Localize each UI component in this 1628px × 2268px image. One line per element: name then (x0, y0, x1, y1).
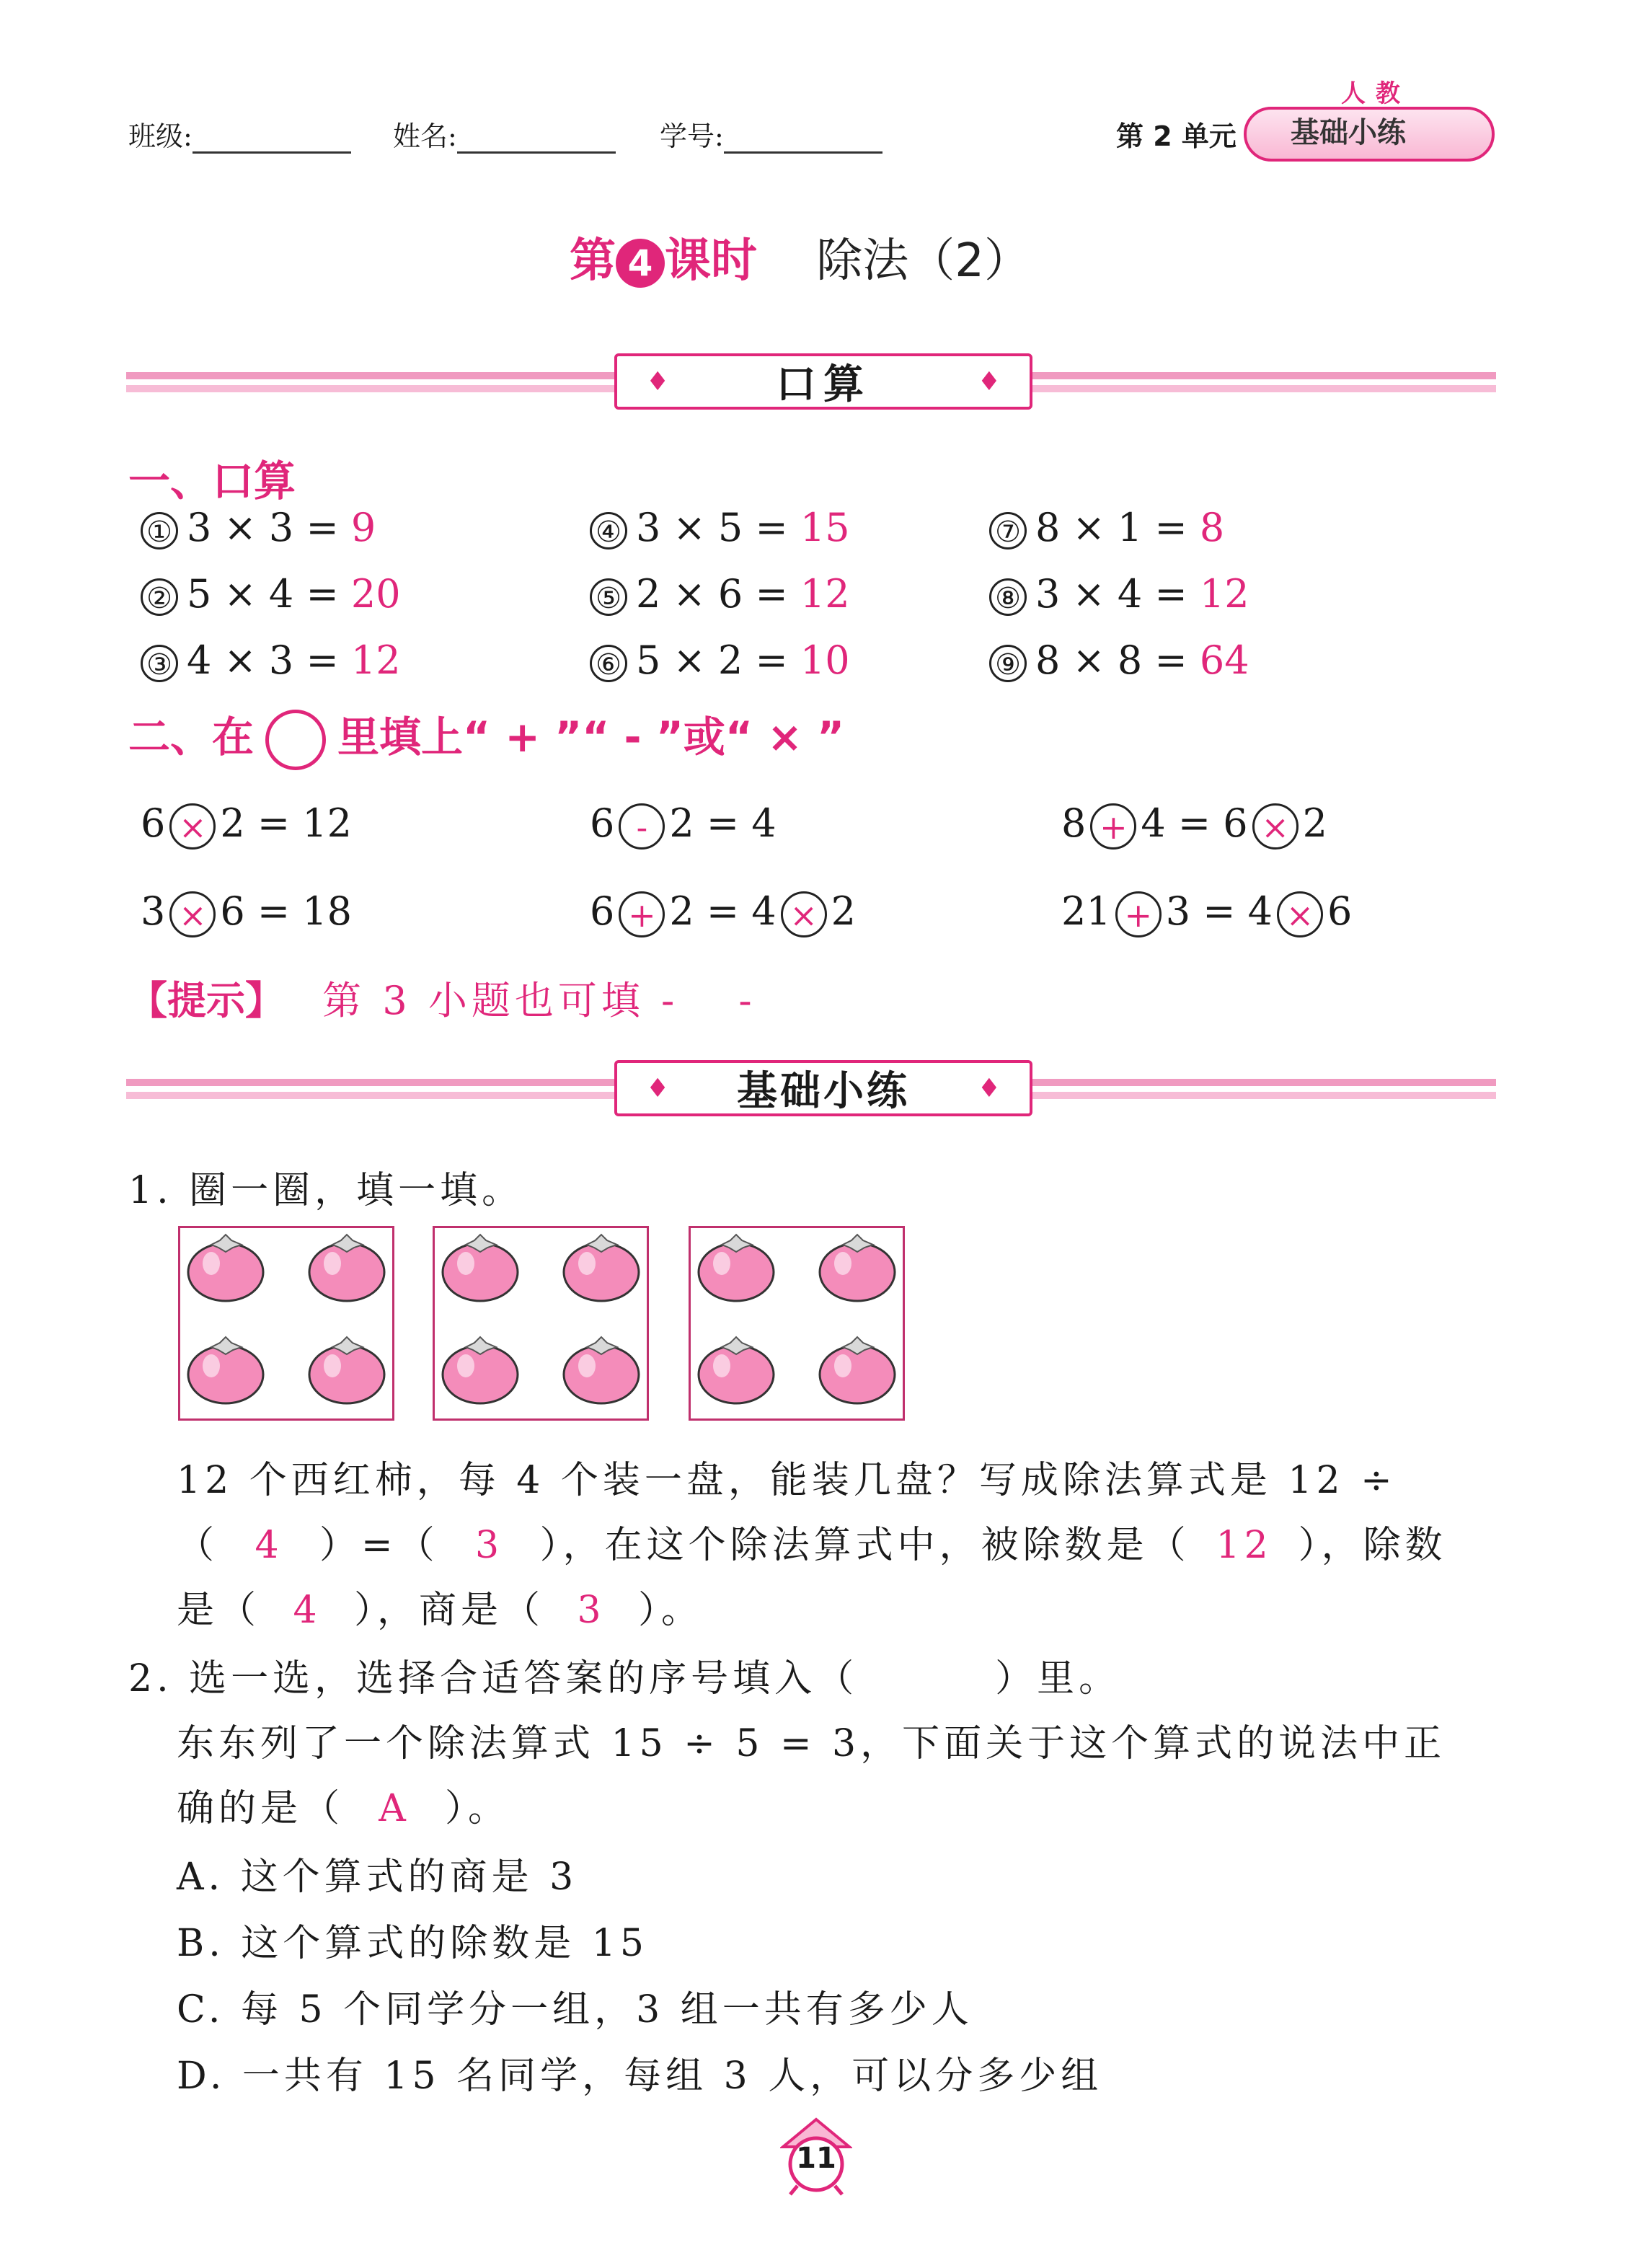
name-field: 姓名: (393, 114, 616, 154)
problem-1-line-2: （ 4 ）=（ 3 ），在这个除法算式中，被除数是（ 12 ），除数 (177, 1524, 1447, 1567)
item-number: ③ (141, 645, 178, 682)
empty-circle-icon (265, 710, 326, 770)
problem-2-line-1: 东东列了一个除法算式 15 ÷ 5 = 3，下面关于这个算式的说法中正 (177, 1722, 1446, 1765)
tomato-icon (440, 1232, 521, 1302)
op-circle[interactable]: + (1090, 803, 1136, 850)
calc-expression: 3 × 3 = (187, 505, 351, 550)
item-number: ⑧ (989, 578, 1027, 616)
answer-choice[interactable]: A (379, 1787, 410, 1830)
hint: 【提示】 第 3 小题也可填 - - (128, 978, 756, 1023)
calc-expression: 5 × 4 = (187, 571, 351, 617)
question-1-heading: 一、口算 (128, 456, 296, 506)
id-field: 学号: (660, 114, 882, 154)
name-blank[interactable] (457, 125, 616, 154)
class-field: 班级: (128, 114, 351, 154)
diamond-icon: ♦ (646, 366, 670, 397)
lesson-number: 4 (616, 239, 665, 288)
op-circle[interactable]: × (1277, 891, 1323, 937)
calc-item (989, 571, 1249, 617)
calc-answer[interactable]: 12 (800, 571, 850, 617)
answer-divisor-2[interactable]: 4 (293, 1589, 322, 1632)
op-circle[interactable]: × (1252, 803, 1299, 850)
problem-2-title: 2. 选一选，选择合适答案的序号填入（ ）里。 (128, 1657, 1121, 1700)
calc-item (141, 571, 401, 617)
calc-expression: 5 × 2 = (636, 637, 800, 683)
calc-answer[interactable]: 10 (800, 637, 850, 683)
page-title: 第 4 课时 除法（2） (570, 234, 1030, 288)
calc-expression: 8 × 1 = (1035, 505, 1200, 550)
diamond-icon: ♦ (646, 1073, 670, 1103)
calc-item (590, 505, 850, 550)
page-number: 11 (796, 2142, 836, 2175)
calc-answer[interactable]: 12 (1199, 571, 1249, 617)
op-item: 8 + 4 = 6 × 2 (1061, 800, 1327, 850)
section-banner-oral: ♦ 口算 ♦ (614, 353, 1032, 410)
calc-expression: 2 × 6 = (636, 571, 800, 617)
problem-1-line-1: 12 个西红柿，每 4 个装一盘，能装几盘？写成除法算式是 12 ÷ (177, 1459, 1397, 1502)
problem-1-title: 1. 圈一圈，填一填。 (128, 1169, 524, 1212)
tomato-icon (306, 1232, 387, 1302)
item-number: ① (141, 512, 178, 550)
item-number: ④ (590, 512, 627, 550)
answer-quotient[interactable]: 3 (475, 1524, 504, 1567)
tomato-icon (696, 1232, 777, 1302)
unit-label: 第 2 单元 (1116, 120, 1237, 152)
series-title: 基础小练 (1291, 116, 1406, 149)
option-b[interactable]: B. 这个算式的除数是 15 (177, 1922, 648, 1965)
item-number: ② (141, 578, 178, 616)
problem-1-line-3: 是（ 4 ），商是（ 3 ）。 (177, 1589, 704, 1632)
op-item: 6 × 2 = 12 (141, 800, 352, 850)
lesson-topic: 除法（2） (816, 234, 1030, 288)
calc-answer[interactable]: 15 (800, 505, 850, 550)
tomato-icon (817, 1232, 898, 1302)
calc-expression: 3 × 5 = (636, 505, 800, 550)
question-2-heading: 二、在 里填上“ + ”“ - ”或“ × ” (128, 703, 844, 770)
tomato-icon (185, 1232, 266, 1302)
calc-item (141, 637, 401, 683)
option-c[interactable]: C. 每 5 个同学分一组，3 组一共有多少人 (177, 1988, 973, 2031)
calc-answer[interactable]: 64 (1199, 637, 1249, 683)
item-number: ⑨ (989, 645, 1027, 682)
section-banner-basic: ♦ 基础小练 ♦ (614, 1060, 1032, 1116)
tomato-icon (817, 1334, 898, 1405)
op-circle[interactable]: × (781, 891, 827, 937)
problem-2-line-2: 确的是（ A ）。 (177, 1787, 510, 1830)
diamond-icon: ♦ (977, 366, 1001, 397)
class-blank[interactable] (193, 125, 351, 154)
calc-answer[interactable]: 20 (350, 571, 401, 617)
tomato-icon (185, 1334, 266, 1405)
item-number: ⑥ (590, 645, 627, 682)
calc-item (590, 637, 850, 683)
calc-answer[interactable]: 9 (350, 505, 376, 550)
op-circle[interactable]: + (619, 891, 665, 937)
item-number: ⑤ (590, 578, 627, 616)
op-circle[interactable]: - (619, 803, 665, 850)
calc-item (989, 505, 1224, 550)
option-d[interactable]: D. 一共有 15 名同学，每组 3 人，可以分多少组 (177, 2055, 1103, 2098)
op-circle[interactable]: × (169, 891, 216, 937)
tomato-icon (696, 1334, 777, 1405)
calc-item (989, 637, 1249, 683)
tomato-icon (561, 1232, 642, 1302)
diamond-icon: ♦ (977, 1073, 1001, 1103)
answer-dividend[interactable]: 12 (1216, 1524, 1273, 1567)
op-circle[interactable]: + (1115, 891, 1162, 937)
answer-quotient-2[interactable]: 3 (577, 1589, 606, 1632)
op-item: 3 × 6 = 18 (141, 888, 352, 937)
answer-divisor[interactable]: 4 (255, 1524, 283, 1567)
tomato-icon (561, 1334, 642, 1405)
op-circle[interactable]: × (169, 803, 216, 850)
calc-answer[interactable]: 8 (1199, 505, 1225, 550)
op-item: 6 + 2 = 4 × 2 (590, 888, 856, 937)
item-number: ⑦ (989, 512, 1027, 550)
calc-expression: 8 × 8 = (1035, 637, 1200, 683)
op-item: 21 + 3 = 4 × 6 (1061, 888, 1352, 937)
calc-item (141, 505, 376, 550)
id-blank[interactable] (724, 125, 882, 154)
publisher-label: 人教 (1341, 79, 1410, 108)
option-a[interactable]: A. 这个算式的商是 3 (177, 1856, 578, 1899)
tomato-icon (306, 1334, 387, 1405)
calc-expression: 3 × 4 = (1035, 571, 1200, 617)
calc-expression: 4 × 3 = (187, 637, 351, 683)
op-item: 6 - 2 = 4 (590, 800, 777, 850)
tomato-icon (440, 1334, 521, 1405)
calc-item (590, 571, 850, 617)
calc-answer[interactable]: 12 (350, 637, 401, 683)
